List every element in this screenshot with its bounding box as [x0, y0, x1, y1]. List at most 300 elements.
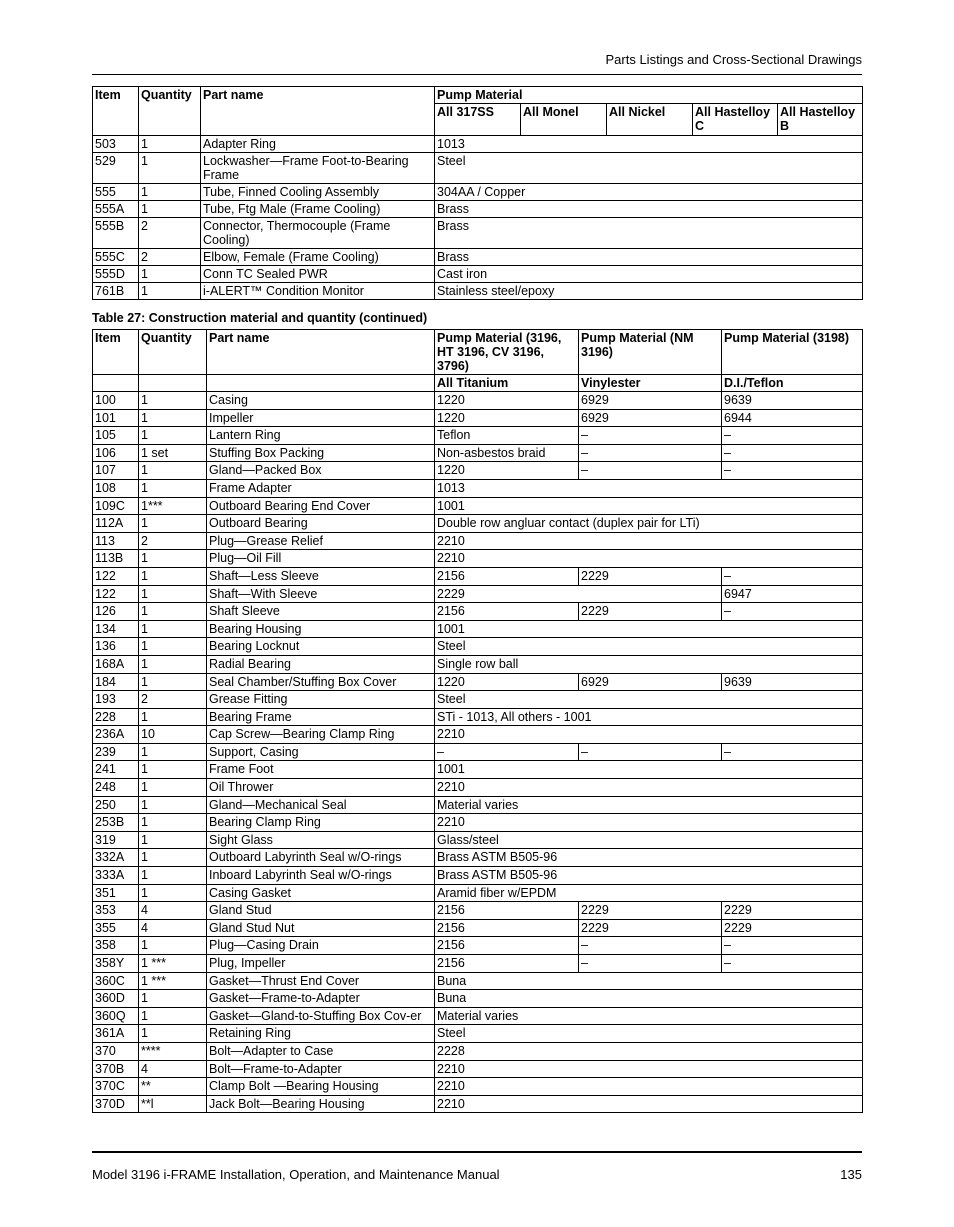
- material-cell: 6944: [722, 409, 863, 427]
- item-cell: 122: [93, 585, 139, 603]
- quantity-cell: 1: [139, 409, 207, 427]
- material-cell: 2228: [435, 1042, 863, 1060]
- item-cell: 105: [93, 427, 139, 445]
- part-name-cell: Impeller: [207, 409, 435, 427]
- material-cell: Material varies: [435, 1007, 863, 1025]
- quantity-cell: 1: [139, 884, 207, 902]
- material-cell: –: [722, 743, 863, 761]
- part-name-cell: Grease Fitting: [207, 691, 435, 709]
- subheader-hastelloy-c: All Hastelloy C: [693, 104, 778, 136]
- material-cell: 9639: [722, 673, 863, 691]
- table-caption: Table 27: Construction material and quantity (continued): [92, 311, 428, 325]
- material-cell: 1013: [435, 479, 863, 497]
- part-name-cell: Lantern Ring: [207, 427, 435, 445]
- col-header-pump-material-3196: Pump Material (3196, HT 3196, CV 3196, 3796): [435, 330, 579, 375]
- quantity-cell: 2: [139, 691, 207, 709]
- quantity-cell: 1: [139, 479, 207, 497]
- table-row: [93, 532, 863, 550]
- part-name-cell: Tube, Ftg Male (Frame Cooling): [201, 201, 435, 218]
- table-row: [93, 550, 863, 568]
- table-row: [93, 814, 863, 832]
- table-row: [93, 603, 863, 621]
- quantity-cell: **l: [139, 1095, 207, 1113]
- table-row: [93, 497, 863, 515]
- item-cell: 319: [93, 831, 139, 849]
- material-cell: Brass: [435, 201, 863, 218]
- material-cell: Brass: [435, 218, 863, 249]
- material-cell: –: [722, 567, 863, 585]
- table-row: [93, 1007, 863, 1025]
- col-header-part-name: Part name: [201, 87, 435, 136]
- part-name-cell: Frame Adapter: [207, 479, 435, 497]
- subheader-blank: [207, 375, 435, 392]
- part-name-cell: i-ALERT™ Condition Monitor: [201, 283, 435, 300]
- material-cell: Glass/steel: [435, 831, 863, 849]
- quantity-cell: 1: [139, 266, 201, 283]
- part-name-cell: Radial Bearing: [207, 655, 435, 673]
- part-name-cell: Shaft—With Sleeve: [207, 585, 435, 603]
- material-cell: –: [722, 427, 863, 445]
- part-name-cell: Bolt—Adapter to Case: [207, 1042, 435, 1060]
- material-cell: 6929: [579, 392, 722, 410]
- part-name-cell: Plug—Oil Fill: [207, 550, 435, 568]
- item-cell: 333A: [93, 867, 139, 885]
- part-name-cell: Seal Chamber/Stuffing Box Cover: [207, 673, 435, 691]
- part-name-cell: Support, Casing: [207, 743, 435, 761]
- quantity-cell: 1 ***: [139, 972, 207, 990]
- quantity-cell: 2: [139, 532, 207, 550]
- table-row: [93, 779, 863, 797]
- material-cell: Aramid fiber w/EPDM: [435, 884, 863, 902]
- parts-table-continued: [92, 86, 863, 300]
- table-row: [93, 726, 863, 744]
- footer-rule: [92, 1151, 862, 1153]
- item-cell: 503: [93, 136, 139, 153]
- quantity-cell: 1: [139, 1025, 207, 1043]
- quantity-cell: 1: [139, 392, 207, 410]
- footer-manual-title: Model 3196 i-FRAME Installation, Operation, and Maintenance Manual: [92, 1167, 500, 1182]
- table-row: [93, 479, 863, 497]
- material-cell: Buna: [435, 972, 863, 990]
- table-row: [93, 884, 863, 902]
- item-cell: 100: [93, 392, 139, 410]
- material-cell: 2229: [579, 603, 722, 621]
- part-name-cell: Gasket—Gland-to-Stuffing Box Cov-er: [207, 1007, 435, 1025]
- item-cell: 112A: [93, 515, 139, 533]
- part-name-cell: Oil Thrower: [207, 779, 435, 797]
- material-cell: Stainless steel/epoxy: [435, 283, 863, 300]
- material-cell: Material varies: [435, 796, 863, 814]
- quantity-cell: 2: [139, 218, 201, 249]
- table-row: [93, 201, 863, 218]
- part-name-cell: Gland—Mechanical Seal: [207, 796, 435, 814]
- table-row: [93, 515, 863, 533]
- table-row: [93, 184, 863, 201]
- item-cell: 370D: [93, 1095, 139, 1113]
- material-cell: 2210: [435, 550, 863, 568]
- part-name-cell: Gland Stud Nut: [207, 919, 435, 937]
- col-header-quantity: Quantity: [139, 330, 207, 375]
- material-cell: –: [722, 444, 863, 462]
- material-cell: Steel: [435, 691, 863, 709]
- material-cell: 2210: [435, 532, 863, 550]
- part-name-cell: Outboard Bearing End Cover: [207, 497, 435, 515]
- material-cell: Single row ball: [435, 655, 863, 673]
- table-row: [93, 585, 863, 603]
- quantity-cell: 1: [139, 550, 207, 568]
- part-name-cell: Stuffing Box Packing: [207, 444, 435, 462]
- item-cell: 555C: [93, 249, 139, 266]
- item-cell: 126: [93, 603, 139, 621]
- table-row: [93, 153, 863, 184]
- material-cell: 1220: [435, 392, 579, 410]
- subheader-titanium: All Titanium: [435, 375, 579, 392]
- material-cell: 1013: [435, 136, 863, 153]
- material-cell: Teflon: [435, 427, 579, 445]
- item-cell: 108: [93, 479, 139, 497]
- table1-body: [93, 136, 863, 300]
- item-cell: 113: [93, 532, 139, 550]
- part-name-cell: Casing: [207, 392, 435, 410]
- item-cell: 555: [93, 184, 139, 201]
- material-cell: 2210: [435, 1060, 863, 1078]
- material-cell: –: [579, 444, 722, 462]
- quantity-cell: 1: [139, 673, 207, 691]
- quantity-cell: 1: [139, 283, 201, 300]
- item-cell: 228: [93, 708, 139, 726]
- table-row: [93, 249, 863, 266]
- table-row: [93, 266, 863, 283]
- item-cell: 236A: [93, 726, 139, 744]
- quantity-cell: 1: [139, 814, 207, 832]
- item-cell: 555B: [93, 218, 139, 249]
- part-name-cell: Gasket—Thrust End Cover: [207, 972, 435, 990]
- item-cell: 134: [93, 620, 139, 638]
- material-cell: 2210: [435, 814, 863, 832]
- material-cell: STi - 1013, All others - 1001: [435, 708, 863, 726]
- item-cell: 253B: [93, 814, 139, 832]
- table-row: [93, 919, 863, 937]
- part-name-cell: Gasket—Frame-to-Adapter: [207, 990, 435, 1008]
- material-cell: 2210: [435, 1078, 863, 1096]
- table-row: [93, 1025, 863, 1043]
- part-name-cell: Bearing Housing: [207, 620, 435, 638]
- material-cell: 2229: [435, 585, 722, 603]
- material-cell: Brass ASTM B505-96: [435, 867, 863, 885]
- item-cell: 361A: [93, 1025, 139, 1043]
- quantity-cell: 1: [139, 849, 207, 867]
- table-row: [93, 708, 863, 726]
- quantity-cell: 1: [139, 867, 207, 885]
- item-cell: 555D: [93, 266, 139, 283]
- part-name-cell: Jack Bolt—Bearing Housing: [207, 1095, 435, 1113]
- page-number: 135: [840, 1167, 862, 1182]
- quantity-cell: 1: [139, 743, 207, 761]
- table-row: [93, 1060, 863, 1078]
- item-cell: 360Q: [93, 1007, 139, 1025]
- table-row: [93, 761, 863, 779]
- material-cell: 6947: [722, 585, 863, 603]
- material-cell: –: [579, 743, 722, 761]
- material-cell: 9639: [722, 392, 863, 410]
- material-cell: –: [722, 937, 863, 955]
- part-name-cell: Bolt—Frame-to-Adapter: [207, 1060, 435, 1078]
- quantity-cell: 1: [139, 655, 207, 673]
- subheader-blank: [139, 375, 207, 392]
- material-cell: 2156: [435, 902, 579, 920]
- table-row: [93, 462, 863, 480]
- material-cell: 2229: [579, 902, 722, 920]
- item-cell: 136: [93, 638, 139, 656]
- quantity-cell: 1: [139, 567, 207, 585]
- quantity-cell: 10: [139, 726, 207, 744]
- quantity-cell: 1: [139, 937, 207, 955]
- part-name-cell: Gland—Packed Box: [207, 462, 435, 480]
- material-cell: –: [579, 462, 722, 480]
- quantity-cell: 1: [139, 603, 207, 621]
- subheader-monel: All Monel: [521, 104, 607, 136]
- quantity-cell: 1: [139, 515, 207, 533]
- material-cell: 1220: [435, 409, 579, 427]
- table-row: [93, 691, 863, 709]
- part-name-cell: Conn TC Sealed PWR: [201, 266, 435, 283]
- table-row: [93, 136, 863, 153]
- quantity-cell: 1 set: [139, 444, 207, 462]
- part-name-cell: Bearing Locknut: [207, 638, 435, 656]
- material-cell: –: [435, 743, 579, 761]
- col-header-item: Item: [93, 330, 139, 375]
- table-row: [93, 902, 863, 920]
- item-cell: 248: [93, 779, 139, 797]
- material-cell: 2156: [435, 919, 579, 937]
- quantity-cell: 1: [139, 153, 201, 184]
- item-cell: 168A: [93, 655, 139, 673]
- material-cell: 2210: [435, 779, 863, 797]
- part-name-cell: Plug—Casing Drain: [207, 937, 435, 955]
- item-cell: 555A: [93, 201, 139, 218]
- table-row: [93, 1095, 863, 1113]
- table-row: [93, 427, 863, 445]
- item-cell: 332A: [93, 849, 139, 867]
- subheader-nickel: All Nickel: [607, 104, 693, 136]
- material-cell: 2156: [435, 937, 579, 955]
- quantity-cell: 1: [139, 427, 207, 445]
- col-header-part-name: Part name: [207, 330, 435, 375]
- quantity-cell: 1: [139, 708, 207, 726]
- material-cell: –: [722, 955, 863, 973]
- running-header: Parts Listings and Cross-Sectional Drawings: [605, 52, 862, 67]
- part-name-cell: Clamp Bolt —Bearing Housing: [207, 1078, 435, 1096]
- item-cell: 353: [93, 902, 139, 920]
- table-row: [93, 655, 863, 673]
- quantity-cell: ****: [139, 1042, 207, 1060]
- construction-material-table: [92, 329, 863, 1113]
- item-cell: 358: [93, 937, 139, 955]
- item-cell: 184: [93, 673, 139, 691]
- col-header-quantity: Quantity: [139, 87, 201, 136]
- item-cell: 101: [93, 409, 139, 427]
- part-name-cell: Elbow, Female (Frame Cooling): [201, 249, 435, 266]
- material-cell: 2229: [579, 919, 722, 937]
- material-cell: 1220: [435, 673, 579, 691]
- quantity-cell: 1: [139, 620, 207, 638]
- subheader-hastelloy-b: All Hastelloy B: [778, 104, 863, 136]
- item-cell: 355: [93, 919, 139, 937]
- material-cell: 1001: [435, 761, 863, 779]
- material-cell: –: [722, 603, 863, 621]
- part-name-cell: Gland Stud: [207, 902, 435, 920]
- item-cell: 761B: [93, 283, 139, 300]
- table-row: [93, 444, 863, 462]
- part-name-cell: Tube, Finned Cooling Assembly: [201, 184, 435, 201]
- table-row: [93, 867, 863, 885]
- col-header-pump-material-3198: Pump Material (3198): [722, 330, 863, 375]
- part-name-cell: Cap Screw—Bearing Clamp Ring: [207, 726, 435, 744]
- material-cell: Brass: [435, 249, 863, 266]
- subheader-di-teflon: D.I./Teflon: [722, 375, 863, 392]
- subheader-vinylester: Vinylester: [579, 375, 722, 392]
- quantity-cell: 1: [139, 796, 207, 814]
- material-cell: –: [722, 462, 863, 480]
- item-cell: 106: [93, 444, 139, 462]
- col-header-pump-material: Pump Material: [435, 87, 863, 104]
- table-row: [93, 283, 863, 300]
- material-cell: 2156: [435, 955, 579, 973]
- material-cell: 2229: [579, 567, 722, 585]
- table-row: [93, 937, 863, 955]
- item-cell: 370C: [93, 1078, 139, 1096]
- item-cell: 370B: [93, 1060, 139, 1078]
- material-cell: Buna: [435, 990, 863, 1008]
- part-name-cell: Plug—Grease Relief: [207, 532, 435, 550]
- quantity-cell: 4: [139, 902, 207, 920]
- item-cell: 113B: [93, 550, 139, 568]
- quantity-cell: 1: [139, 184, 201, 201]
- quantity-cell: 2: [139, 249, 201, 266]
- part-name-cell: Shaft Sleeve: [207, 603, 435, 621]
- subheader-317ss: All 317SS: [435, 104, 521, 136]
- material-cell: –: [579, 955, 722, 973]
- table-row: [93, 392, 863, 410]
- part-name-cell: Bearing Clamp Ring: [207, 814, 435, 832]
- table-row: [93, 673, 863, 691]
- part-name-cell: Retaining Ring: [207, 1025, 435, 1043]
- table2-body: [93, 392, 863, 1113]
- part-name-cell: Bearing Frame: [207, 708, 435, 726]
- material-cell: 1001: [435, 620, 863, 638]
- part-name-cell: Sight Glass: [207, 831, 435, 849]
- material-cell: Steel: [435, 638, 863, 656]
- material-cell: 2210: [435, 1095, 863, 1113]
- table-row: [93, 972, 863, 990]
- item-cell: 358Y: [93, 955, 139, 973]
- quantity-cell: 1: [139, 136, 201, 153]
- quantity-cell: 1 ***: [139, 955, 207, 973]
- item-cell: 351: [93, 884, 139, 902]
- col-header-pump-material-nm3196: Pump Material (NM 3196): [579, 330, 722, 375]
- part-name-cell: Frame Foot: [207, 761, 435, 779]
- quantity-cell: 1: [139, 462, 207, 480]
- material-cell: Non-asbestos braid: [435, 444, 579, 462]
- item-cell: 109C: [93, 497, 139, 515]
- item-cell: 250: [93, 796, 139, 814]
- part-name-cell: Connector, Thermocouple (Frame Cooling): [201, 218, 435, 249]
- quantity-cell: 4: [139, 1060, 207, 1078]
- quantity-cell: 1: [139, 201, 201, 218]
- material-cell: –: [579, 427, 722, 445]
- material-cell: 2156: [435, 567, 579, 585]
- material-cell: 2229: [722, 902, 863, 920]
- item-cell: 122: [93, 567, 139, 585]
- table-row: [93, 638, 863, 656]
- table-row: [93, 409, 863, 427]
- quantity-cell: 1: [139, 585, 207, 603]
- part-name-cell: Plug, Impeller: [207, 955, 435, 973]
- quantity-cell: 1: [139, 831, 207, 849]
- material-cell: Brass ASTM B505-96: [435, 849, 863, 867]
- material-cell: 1220: [435, 462, 579, 480]
- item-cell: 529: [93, 153, 139, 184]
- item-cell: 360D: [93, 990, 139, 1008]
- item-cell: 370: [93, 1042, 139, 1060]
- quantity-cell: 1***: [139, 497, 207, 515]
- material-cell: –: [579, 937, 722, 955]
- item-cell: 239: [93, 743, 139, 761]
- quantity-cell: 1: [139, 761, 207, 779]
- quantity-cell: 1: [139, 638, 207, 656]
- header-rule: [92, 74, 862, 75]
- item-cell: 360C: [93, 972, 139, 990]
- table-row: [93, 567, 863, 585]
- material-cell: 6929: [579, 673, 722, 691]
- material-cell: 2156: [435, 603, 579, 621]
- quantity-cell: **: [139, 1078, 207, 1096]
- table-row: [93, 849, 863, 867]
- material-cell: Steel: [435, 153, 863, 184]
- subheader-blank: [93, 375, 139, 392]
- material-cell: 304AA / Copper: [435, 184, 863, 201]
- material-cell: Cast iron: [435, 266, 863, 283]
- table-row: [93, 831, 863, 849]
- material-cell: Steel: [435, 1025, 863, 1043]
- material-cell: Double row angluar contact (duplex pair for LTi): [435, 515, 863, 533]
- table-row: [93, 620, 863, 638]
- item-cell: 193: [93, 691, 139, 709]
- table-row: [93, 796, 863, 814]
- item-cell: 241: [93, 761, 139, 779]
- quantity-cell: 1: [139, 990, 207, 1008]
- quantity-cell: 1: [139, 1007, 207, 1025]
- part-name-cell: Lockwasher—Frame Foot-to-Bearing Frame: [201, 153, 435, 184]
- material-cell: 2210: [435, 726, 863, 744]
- part-name-cell: Outboard Labyrinth Seal w/O-rings: [207, 849, 435, 867]
- quantity-cell: 4: [139, 919, 207, 937]
- part-name-cell: Outboard Bearing: [207, 515, 435, 533]
- material-cell: 6929: [579, 409, 722, 427]
- table-row: [93, 1078, 863, 1096]
- table-row: [93, 1042, 863, 1060]
- col-header-item: Item: [93, 87, 139, 136]
- part-name-cell: Inboard Labyrinth Seal w/O-rings: [207, 867, 435, 885]
- quantity-cell: 1: [139, 779, 207, 797]
- table-row: [93, 218, 863, 249]
- part-name-cell: Casing Gasket: [207, 884, 435, 902]
- table-row: [93, 955, 863, 973]
- part-name-cell: Adapter Ring: [201, 136, 435, 153]
- item-cell: 107: [93, 462, 139, 480]
- material-cell: 1001: [435, 497, 863, 515]
- table-row: [93, 990, 863, 1008]
